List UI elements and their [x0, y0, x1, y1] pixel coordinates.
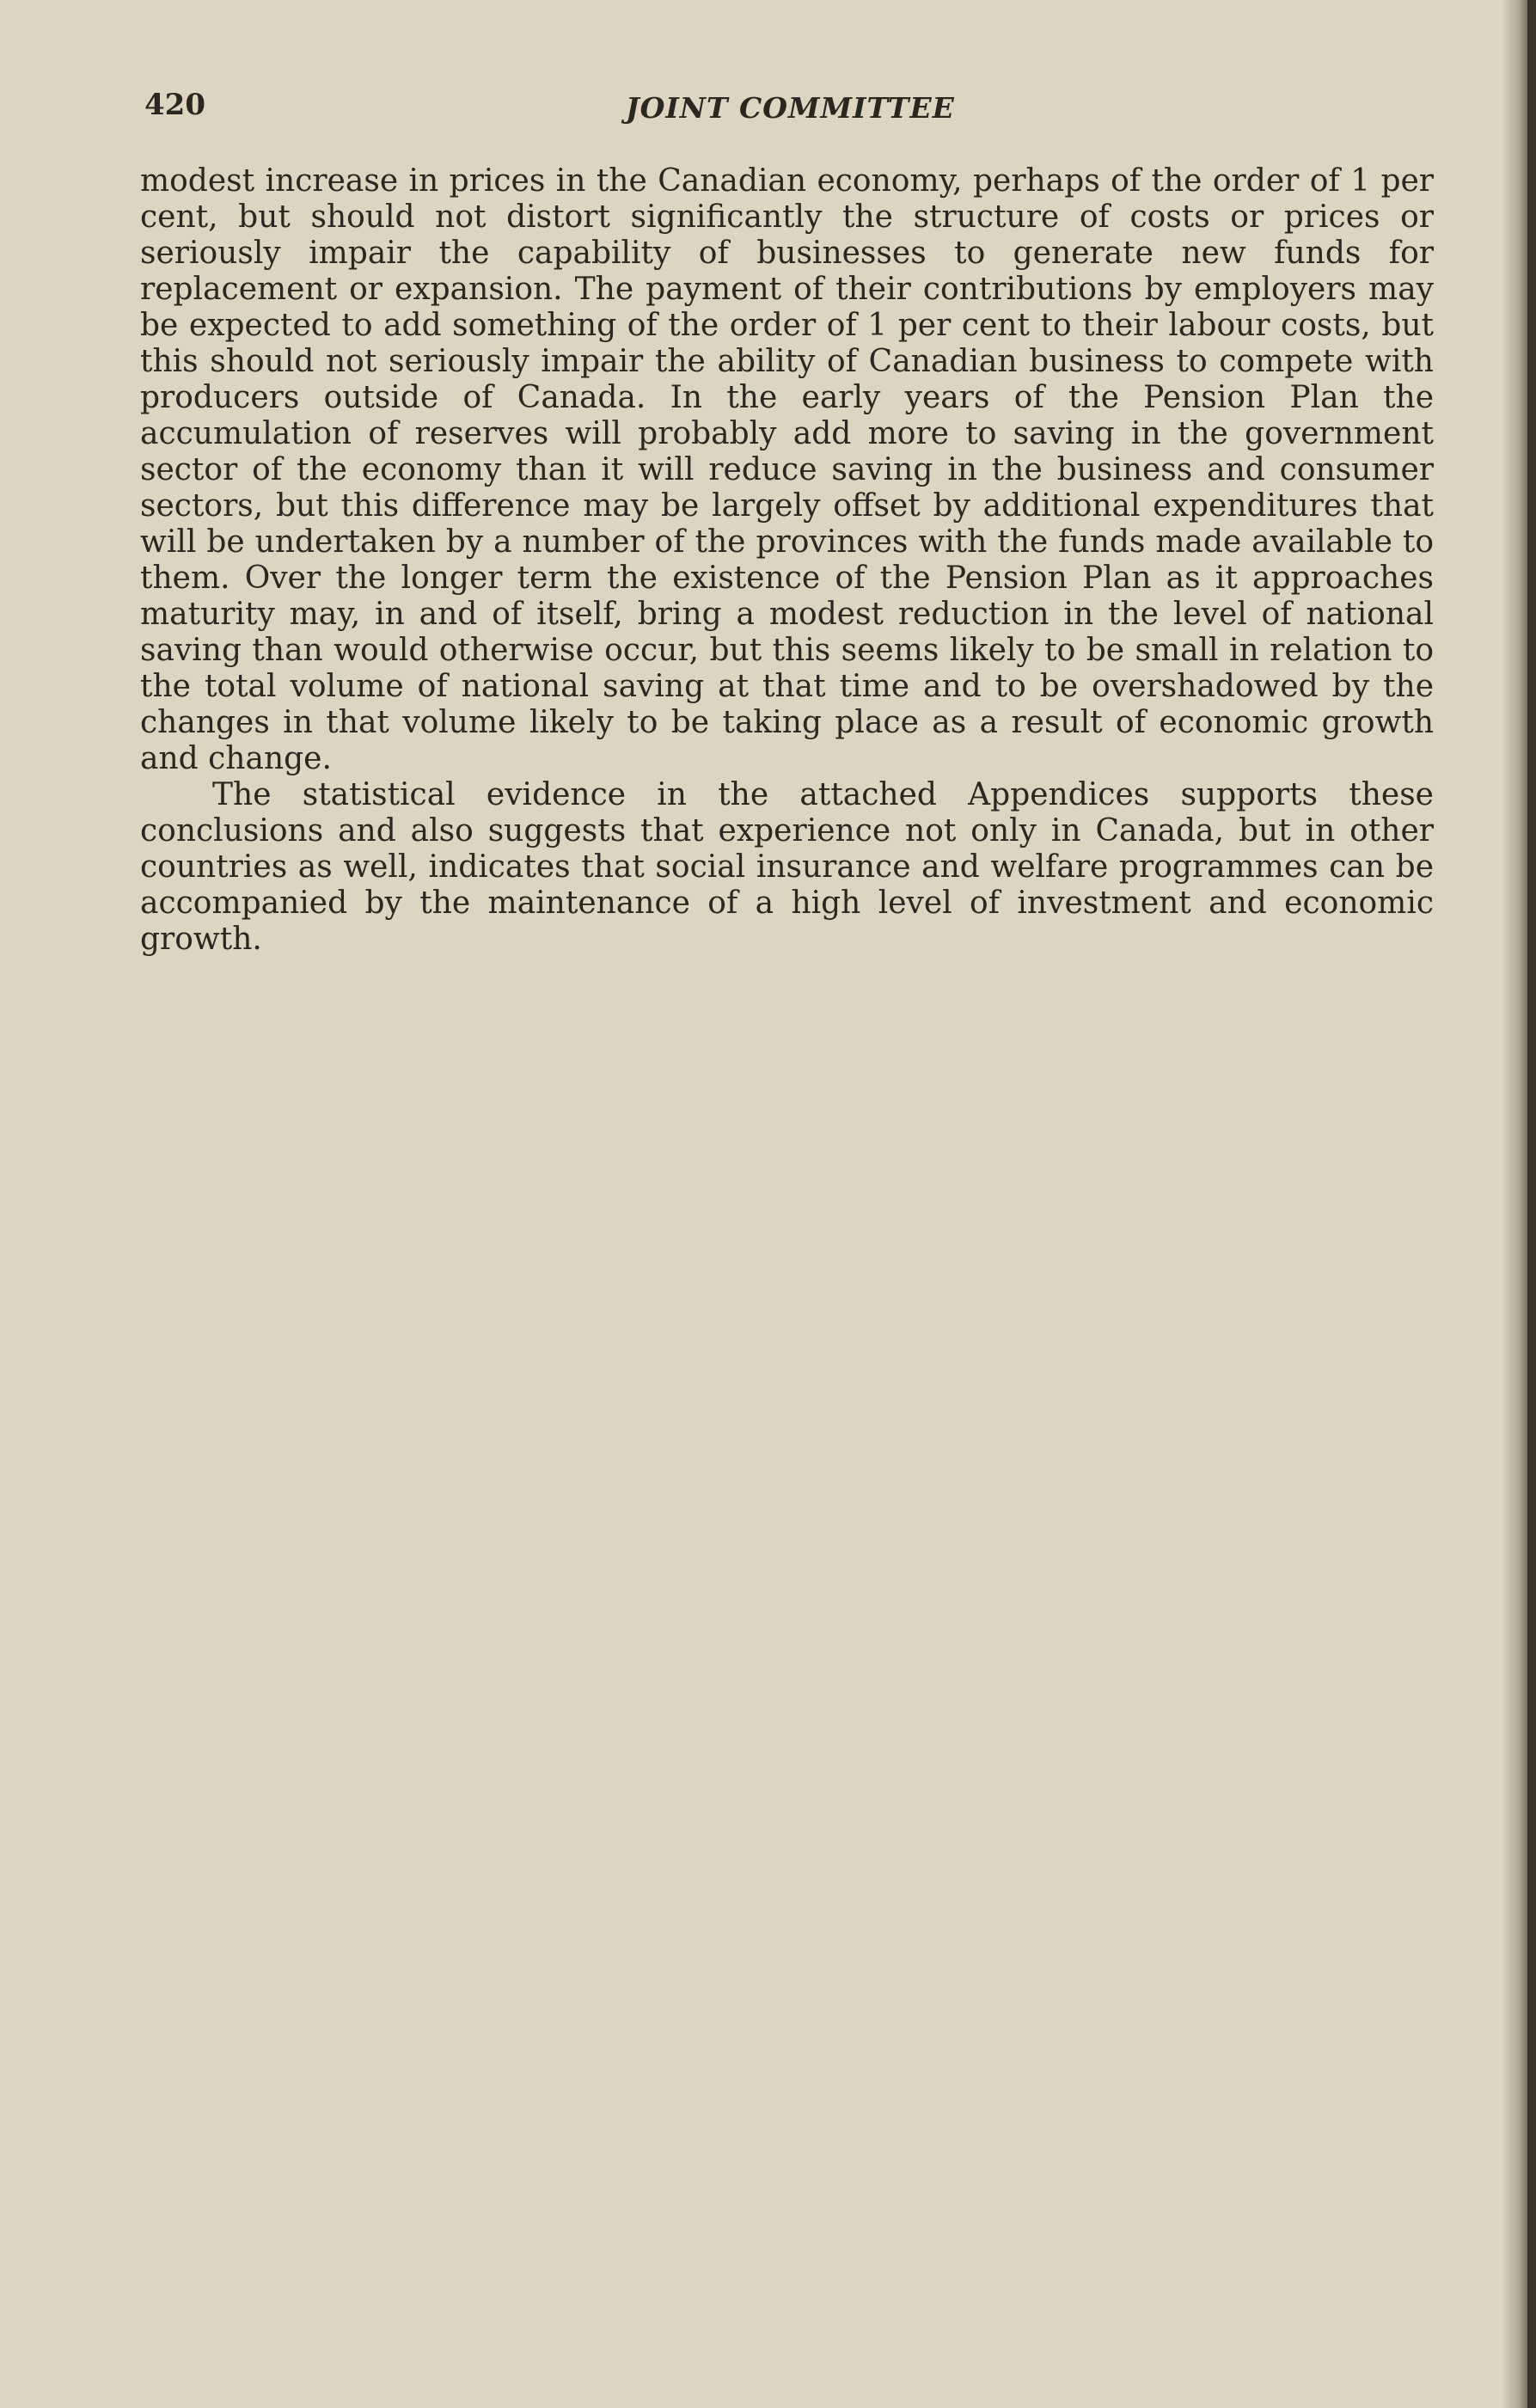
binding-edge — [1527, 0, 1536, 2408]
paragraph-1: modest increase in prices in the Canadian economy, perhaps of the order of 1 per cent, but should not distort significantly the structure of costs or prices or seriously impair the capability of businesses to generate new funds for replacement or expansion. The payment of their contributions by employers may be expected to add something of the order of 1 per cent to their labour costs, but this should not seriously impair the ability of Canadian business to compete with producers outside of Canada. In the early years of the Pension Plan the accumulation of reserves will probably add more to saving in the government sector of the economy than it will reduce saving in the business and consumer sectors, but this difference may be largely offset by additional expenditures that will be undertaken by a number of the provinces with the funds made available to them. Over the longer term the existence of the Pension Plan as it approaches maturity may, in and of itself, bring a modest reduction in the level of national saving than would otherwise occur, but this seems likely to be small in relation to the total volume of national saving at that time and to be overshadowed by the changes in that volume likely to be taking place as a result of economic growth and change. — [140, 163, 1434, 776]
paragraph-2: The statistical evidence in the attached Appendices supports these conclusions and also suggests that experience not only in Canada, but in other countries as well, indicates that social insurance and welfare programmes can be accompanied by the maintenance of a high level of investment and economic growth. — [140, 777, 1434, 957]
body-text — [140, 163, 1434, 958]
page-number: 420 — [144, 88, 205, 122]
page-header — [144, 88, 1434, 131]
running-title: JOINT COMMITTEE — [626, 91, 955, 125]
